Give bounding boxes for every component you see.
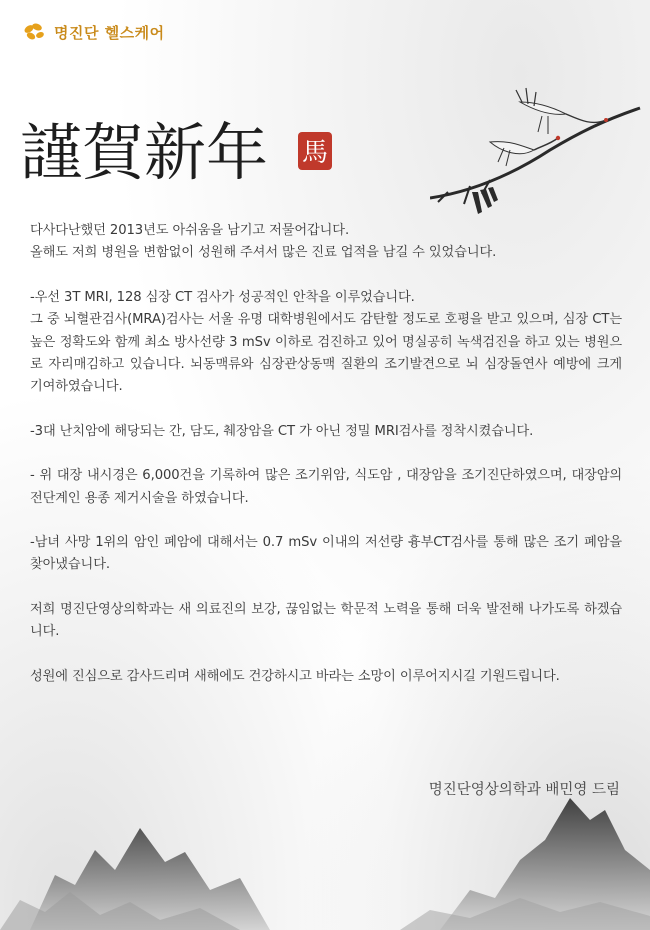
seal-character: 馬 [301,138,329,168]
brand-name: 명진단 헬스케어 [54,23,165,42]
letter-paragraph [30,220,622,265]
letter-body [30,220,622,710]
letter-paragraph [30,287,622,399]
new-year-calligraphy [18,108,348,190]
letter-line: -남녀 사망 1위의 암인 폐암에 대해서는 0.7 mSv 이내의 저선량 흉부CT검사를 통해 많은 조기 폐암을 찾아냈습니다. [30,535,622,573]
flower-logo-icon [20,20,50,44]
crane-icon [430,80,650,230]
mountain-ink-icon [0,780,650,930]
letter-paragraph [30,599,622,644]
letter-paragraph [30,532,622,577]
letter-line: 다사다난했던 2013년도 아쉬움을 남기고 저물어갑니다. [30,223,350,238]
letter-line: 저희 명진단영상의학과는 새 의료진의 보강, 끊임없는 학문적 노력을 통해 더욱 발전해 나가도록 하겠습니다. [30,601,622,640]
letter-paragraph [30,666,622,688]
letter-paragraph [30,465,622,510]
letter-line: -우선 3T MRI, 128 심장 CT 검사가 성공적인 안착을 이루었습니다. [30,289,415,305]
letter-paragraph [30,421,622,443]
brand-header[interactable] [20,20,165,44]
letter-line: -3대 난치암에 해당되는 간, 담도, 췌장암을 CT 가 아닌 정밀 MRI검사를 정착시켰습니다. [30,423,534,439]
letter-line: - 위 대장 내시경은 6,000건을 기록하여 많은 조기위암, 식도암 , 대장암을 조기진단하였으며, 대장암의 전단계인 용종 제거시술을 하였습니다. [30,468,622,506]
calligraphy-text: 謹賀新年 [20,116,269,189]
signature: 명진단영상의학과 배민영 드림 [428,782,620,798]
red-seal-stamp [298,132,332,170]
letter-line: 성원에 진심으로 감사드리며 새해에도 건강하시고 바라는 소망이 이루어지시길 기원드립니다. [30,668,560,684]
letter-line: 올해도 저희 병원을 변함없이 성원해 주셔서 많은 진료 업적을 남길 수 있었습니다. [30,245,497,261]
letter-line: 그 중 뇌혈관검사(MRA)검사는 서울 유명 대학병원에서도 감탄할 정도로 호평을 받고 있으며, 심장 CT는 높은 정확도와 함께 최소 방사선량 3 mSv 이하로 검진하고 있어 명실공히 녹색검진을 하고 있는 병원으로 자리매김하고 있습니다. 뇌동맥류와 심장관상동맥 질환의 조기발견으로 뇌 심장돌연사 예방에 크게 기여하였습니다. [30,312,622,395]
